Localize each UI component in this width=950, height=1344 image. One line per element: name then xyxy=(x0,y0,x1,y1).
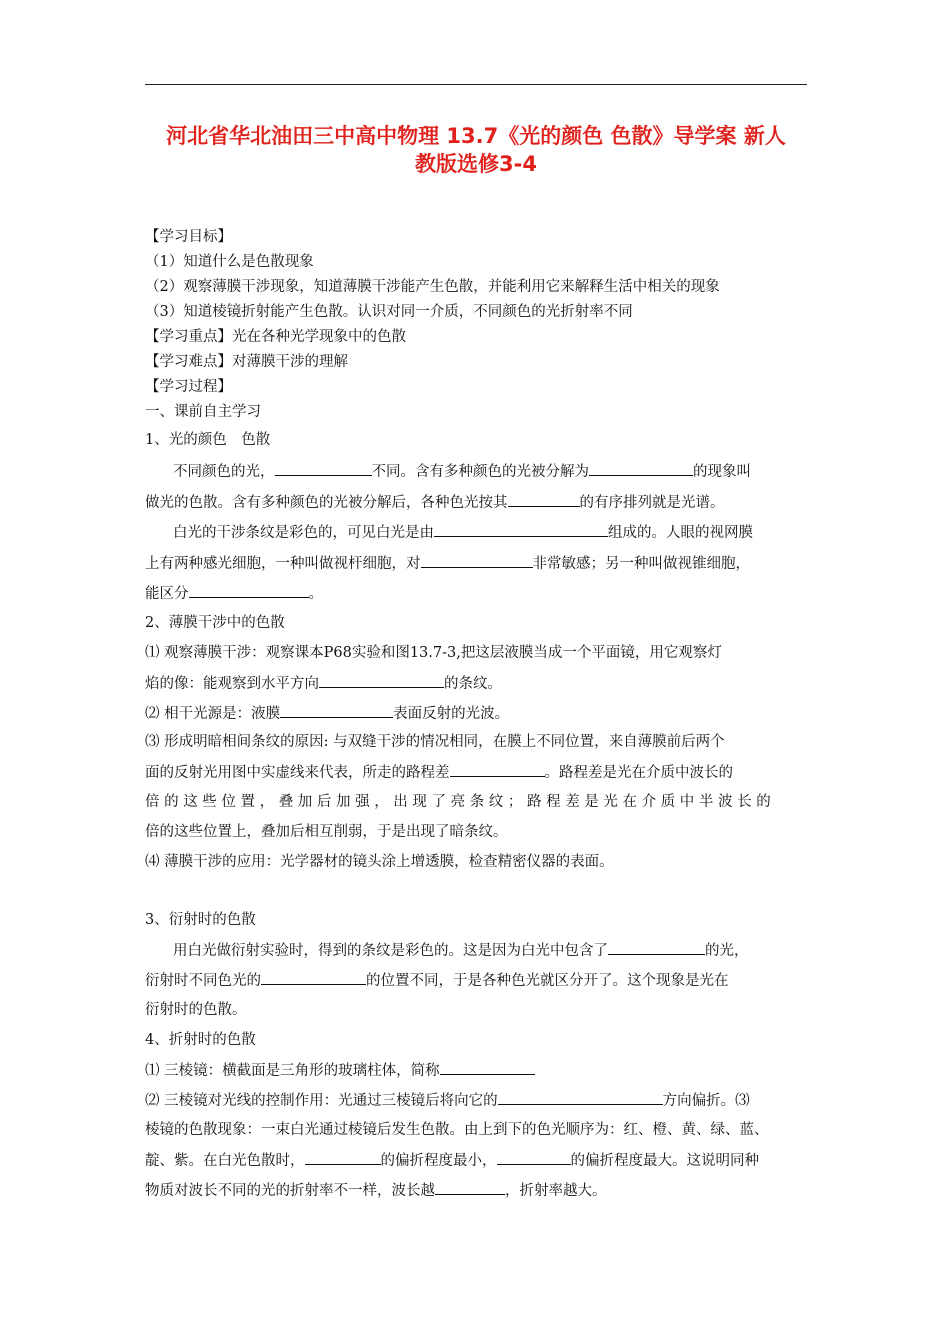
text: 。路程差是光在介质中波长的 xyxy=(544,765,733,781)
s3-line-3: 衍射时的色散。 xyxy=(145,1002,247,1018)
blank xyxy=(498,1090,663,1105)
s4-item1 xyxy=(145,1060,535,1081)
s2-item3-line2 xyxy=(145,762,733,783)
document-title xyxy=(120,122,832,178)
text: 焰的像：能观察到水平方向 xyxy=(145,676,319,692)
s2-item4: ⑷ 薄膜干涉的应用：光学器材的镜头涂上增透膜，检查精密仪器的表面。 xyxy=(145,854,614,870)
blank xyxy=(275,461,372,476)
s1-line-2 xyxy=(145,492,725,513)
s1-line-4 xyxy=(145,553,750,574)
blank xyxy=(608,940,705,955)
blank xyxy=(497,1150,571,1165)
text: 衍射时不同色光的 xyxy=(145,973,261,989)
blank xyxy=(280,703,393,718)
difficulty: 【学习难点】对薄膜干涉的理解 xyxy=(145,354,348,370)
s4-item3-line1: 棱镜的色散现象：一束白光通过棱镜后发生色散。由上到下的色光顺序为：红、橙、黄、绿、蓝、 xyxy=(145,1122,769,1138)
text: 的偏折程度最大。这说明同种 xyxy=(570,1153,759,1169)
s1-line-5 xyxy=(145,583,323,604)
blank xyxy=(319,673,444,688)
text: 非常敏感；另一种叫做视锥细胞， xyxy=(532,556,750,572)
blank xyxy=(305,1150,381,1165)
s2-item3-line1: ⑶ 形成明暗相间条纹的原因: 与双缝干涉的情况相同，在膜上不同位置，来自薄膜前后两个 xyxy=(145,734,725,750)
title-line-2: 教版选修3-4 xyxy=(415,152,537,176)
s1-heading: 1、光的颜色 色散 xyxy=(145,432,271,448)
blank xyxy=(435,1180,505,1195)
s4-heading: 4、折射时的色散 xyxy=(145,1032,256,1048)
text: 上有两种感光细胞，一种叫做视杆细胞，对 xyxy=(145,556,421,572)
text: ⑵ 相干光源是：液膜 xyxy=(145,706,281,722)
blank xyxy=(189,583,309,598)
s1-line-3 xyxy=(173,522,753,543)
text: 的条纹。 xyxy=(444,676,502,692)
text: 表面反射的光波。 xyxy=(393,706,510,722)
process-header: 【学习过程】 xyxy=(145,379,232,395)
text: ，折射率越大。 xyxy=(505,1183,607,1199)
s1-line-1 xyxy=(173,461,751,482)
text: 的有序排列就是光谱。 xyxy=(579,495,725,511)
text: 。 xyxy=(308,586,323,602)
s2-item1-line2 xyxy=(145,673,502,694)
goal-2: （2）观察薄膜干涉现象，知道薄膜干涉能产生色散，并能利用它来解释生活中相关的现象 xyxy=(145,279,720,295)
s4-item3-line3 xyxy=(145,1180,607,1201)
s3-line-1 xyxy=(173,940,749,961)
s2-item3-line4: 倍的这些位置上，叠加后相互削弱，于是出现了暗条纹。 xyxy=(145,824,508,840)
text: 不同。含有多种颜色的光被分解为 xyxy=(371,464,589,480)
s2-heading: 2、薄膜干涉中的色散 xyxy=(145,615,285,631)
blank xyxy=(508,492,580,507)
blank xyxy=(434,522,608,537)
blank xyxy=(450,762,545,777)
blank xyxy=(421,553,533,568)
text: 的位置不同，于是各种色光就区分开了。这个现象是光在 xyxy=(366,973,729,989)
blank xyxy=(440,1060,535,1075)
s2-item3-line3: 倍的这些位置，叠加后加强，出现了亮条纹；路程差是光在介质中半波长的 xyxy=(145,794,776,810)
s3-line-2 xyxy=(145,970,729,991)
text: 组成的。人眼的视网膜 xyxy=(608,525,753,541)
text: 的现象叫 xyxy=(693,464,751,480)
goals-header: 【学习目标】 xyxy=(145,229,232,245)
s4-item2 xyxy=(145,1090,750,1111)
text: 用白光做衍射实验时，得到的条纹是彩色的。这是因为白光中包含了 xyxy=(173,943,608,959)
key-point: 【学习重点】光在各种光学现象中的色散 xyxy=(145,329,406,345)
text: ⑵ 三棱镜对光线的控制作用：光通过三棱镜后将向它的 xyxy=(145,1093,498,1109)
header-rule xyxy=(145,84,807,85)
text: 靛、紫。在白光色散时， xyxy=(145,1153,305,1169)
text: 方向偏折。⑶ xyxy=(662,1093,750,1109)
text: 物质对波长不同的光的折射率不一样，波长越 xyxy=(145,1183,435,1199)
s4-item3-line2 xyxy=(145,1150,759,1171)
title-line-1: 河北省华北油田三中高中物理 13.7《光的颜色 色散》导学案 新人 xyxy=(166,124,786,148)
part1-heading: 一、课前自主学习 xyxy=(145,404,261,420)
s3-heading: 3、衍射时的色散 xyxy=(145,912,256,928)
goal-1: （1）知道什么是色散现象 xyxy=(145,254,314,270)
text: 白光的干涉条纹是彩色的，可见白光是由 xyxy=(173,525,434,541)
s2-item1-line1: ⑴ 观察薄膜干涉：观察课本P68实验和图13.7-3,把这层液膜当成一个平面镜，用它观察灯 xyxy=(145,645,722,661)
text: 的偏折程度最小， xyxy=(380,1153,497,1169)
text: 能区分 xyxy=(145,586,189,602)
blank xyxy=(589,461,693,476)
s2-item2 xyxy=(145,703,509,724)
text: 面的反射光用图中实虚线来代表，所走的路程差 xyxy=(145,765,450,781)
text: 的光， xyxy=(705,943,749,959)
blank xyxy=(261,970,366,985)
text: 不同颜色的光， xyxy=(173,464,275,480)
text: 做光的色散。含有多种颜色的光被分解后，各种色光按其 xyxy=(145,495,508,511)
goal-3: （3）知道棱镜折射能产生色散。认识对同一介质，不同颜色的光折射率不同 xyxy=(145,304,633,320)
text: ⑴ 三棱镜：横截面是三角形的玻璃柱体，简称 xyxy=(145,1063,440,1079)
